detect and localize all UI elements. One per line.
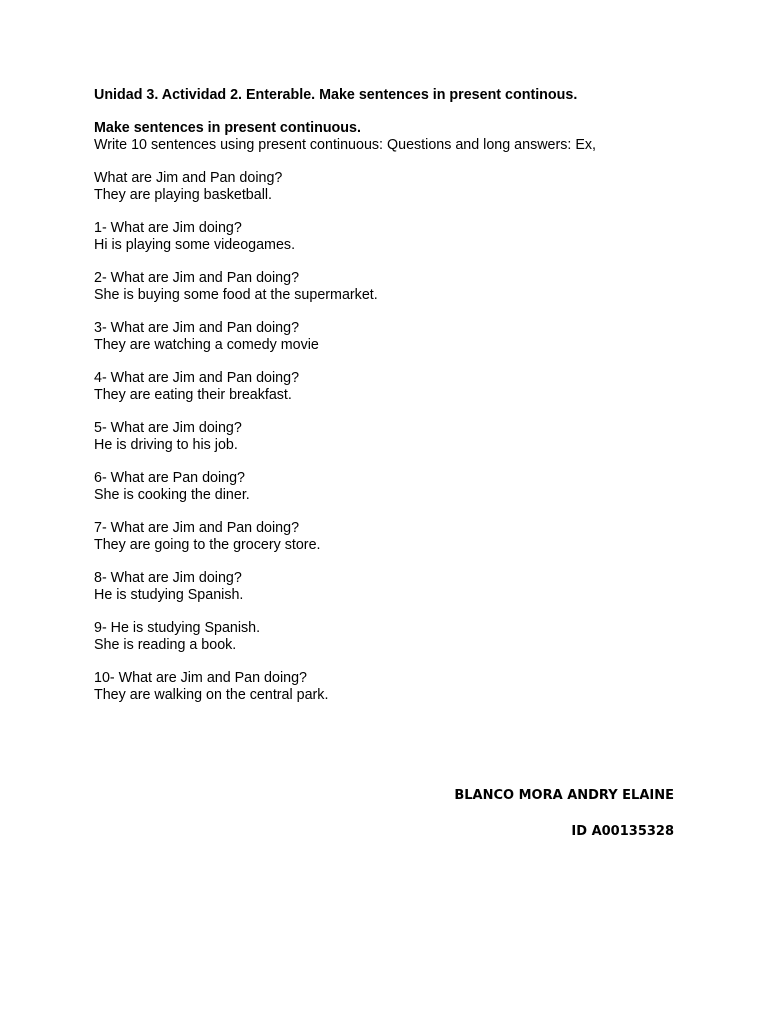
item-answer: He is driving to his job. <box>94 437 238 453</box>
example-question: What are Jim and Pan doing? <box>94 170 283 186</box>
item-question: 5- What are Jim doing? <box>94 420 242 436</box>
list-item <box>94 420 694 454</box>
list-item <box>94 370 694 404</box>
list-item <box>94 270 694 304</box>
document-title: Unidad 3. Actividad 2. Enterable. Make sentences in present continous. <box>94 87 578 103</box>
item-question: 9- He is studying Spanish. <box>94 620 261 636</box>
item-question: 7- What are Jim and Pan doing? <box>94 520 300 536</box>
list-item <box>94 620 694 654</box>
example-answer: They are playing basketball. <box>94 187 273 203</box>
list-item <box>94 570 694 604</box>
item-question: 1- What are Jim doing? <box>94 220 242 236</box>
item-question: 3- What are Jim and Pan doing? <box>94 320 300 336</box>
section-heading: Make sentences in present continuous. <box>94 120 361 136</box>
item-question: 4- What are Jim and Pan doing? <box>94 370 300 386</box>
author-name: BLANCO MORA ANDRY ELAINE <box>454 788 674 803</box>
item-answer: They are eating their breakfast. <box>94 387 292 403</box>
list-item <box>94 220 694 254</box>
item-answer: She is cooking the diner. <box>94 487 250 503</box>
list-item <box>94 670 694 704</box>
item-answer: He is studying Spanish. <box>94 587 244 603</box>
item-answer: Hi is playing some videogames. <box>94 237 296 253</box>
list-item <box>94 520 694 554</box>
item-question: 6- What are Pan doing? <box>94 470 246 486</box>
item-answer: They are watching a comedy movie <box>94 337 319 353</box>
item-question: 8- What are Jim doing? <box>94 570 242 586</box>
item-answer: They are walking on the central park. <box>94 687 329 703</box>
document-body <box>94 87 694 704</box>
list-item <box>94 320 694 354</box>
item-answer: She is reading a book. <box>94 637 237 653</box>
author-id: ID A00135328 <box>571 824 674 839</box>
example-block <box>94 170 694 204</box>
list-item <box>94 470 694 504</box>
item-answer: She is buying some food at the supermarket. <box>94 287 378 303</box>
item-question: 10- What are Jim and Pan doing? <box>94 670 307 686</box>
item-question: 2- What are Jim and Pan doing? <box>94 270 300 286</box>
instruction-text: Write 10 sentences using present continuous: Questions and long answers: Ex, <box>94 137 597 153</box>
item-answer: They are going to the grocery store. <box>94 537 321 553</box>
